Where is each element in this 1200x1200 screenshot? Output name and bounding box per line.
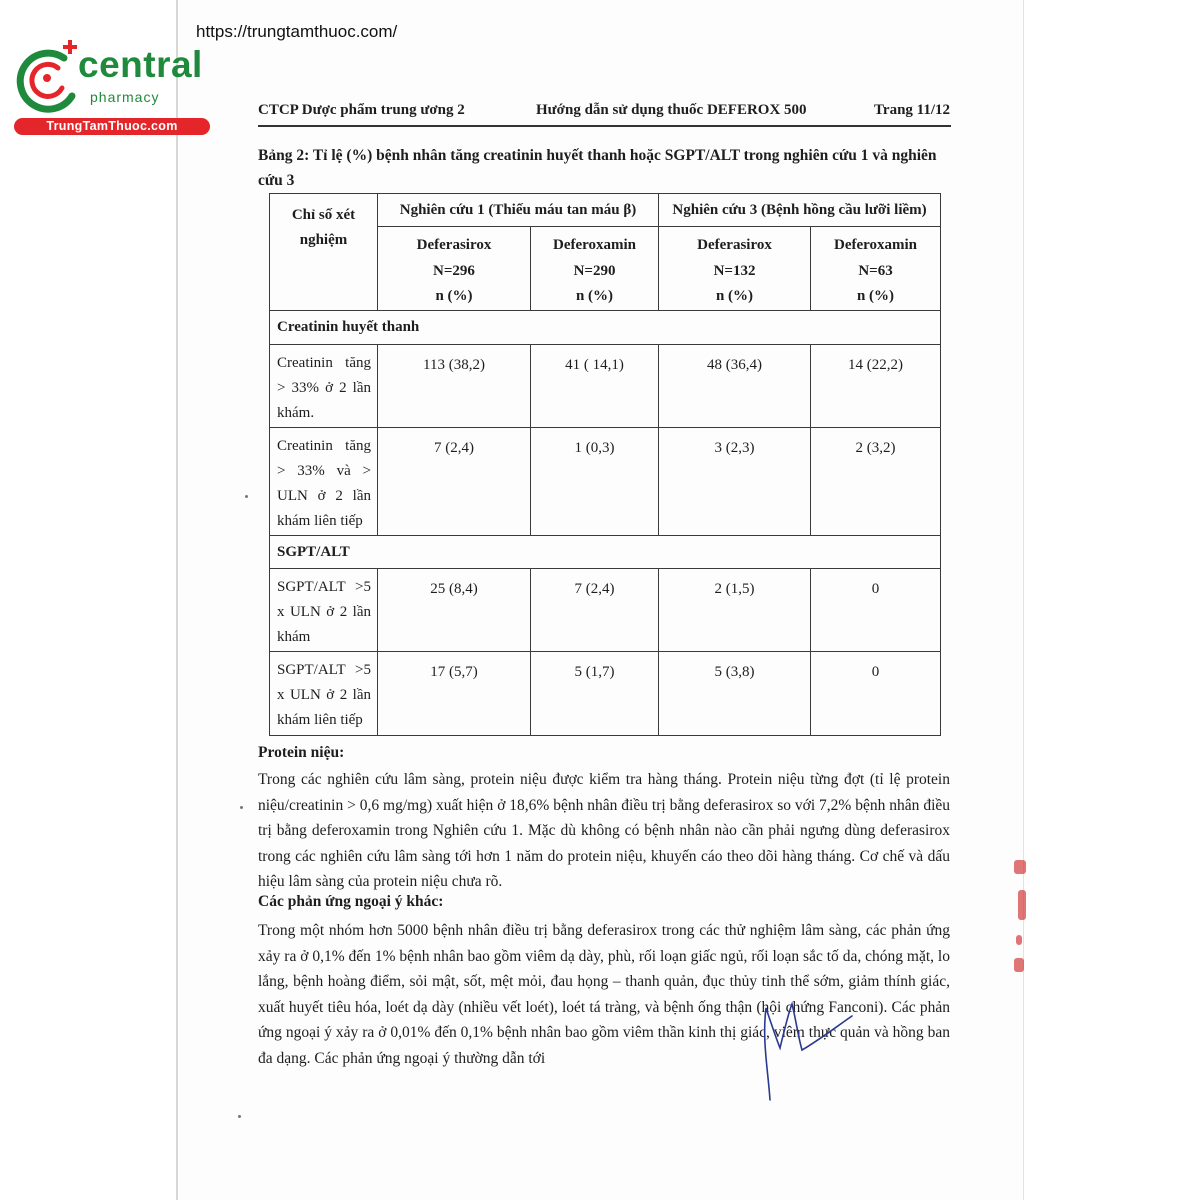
- table-cell: 25 (8,4): [378, 568, 531, 651]
- table-cell: 1 (0,3): [531, 427, 659, 535]
- table-cell: 0: [811, 568, 941, 651]
- index-header-cell: [270, 194, 378, 311]
- section-creatinin: Creatinin huyết thanh: [270, 310, 941, 344]
- column-header: [531, 227, 659, 311]
- table-caption: Bảng 2: Tỉ lệ (%) bệnh nhân tăng creatinin huyết thanh hoặc SGPT/ALT trong nghiên cứu 1 và nghiên cứu 3: [258, 147, 937, 189]
- logo-banner[interactable]: TrungTamThuoc.com: [14, 118, 210, 135]
- table-cell: 3 (2,3): [659, 427, 811, 535]
- column-unit: n (%): [435, 288, 473, 304]
- protein-paragraph: Trong các nghiên cứu lâm sàng, protein niệu được kiểm tra hàng tháng. Protein niệu từng đợt (tỉ lệ protein niệu/creatinin > 0,6 mg/mg) xuất hiện ở 18,6% bệnh nhân điều trị bằng deferasirox so với 7,2% bệnh nhân điều trị bằng deferoxamin trong Nghiên cứu 1. Mặc dù không có bệnh nhân nào cần phải ngưng dùng deferasirox trong các nghiên cứu lâm sàng tới hơn 1 năm do protein niệu, khuyến cáo theo dõi hàng tháng. Cơ chế và dấu hiệu lâm sàng của protein niệu chưa rõ.: [258, 771, 950, 890]
- table-cell: 14 (22,2): [811, 344, 941, 427]
- logo-sub: pharmacy: [90, 89, 160, 105]
- scan-margin-left: [0, 0, 178, 1200]
- table-row: [270, 427, 941, 535]
- row-label: SGPT/ALT >5 x ULN ở 2 lần khám: [270, 568, 378, 651]
- column-n: N=132: [713, 262, 756, 279]
- row-label: SGPT/ALT >5 x ULN ở 2 lần khám liên tiếp: [270, 651, 378, 735]
- column-n: N=296: [433, 262, 475, 279]
- column-drug: Deferasirox: [697, 237, 772, 253]
- column-header: [811, 227, 941, 311]
- column-unit: n (%): [575, 288, 614, 304]
- table-row: [270, 651, 941, 735]
- stamp-mark: [1014, 958, 1024, 972]
- table-cell: 113 (38,2): [378, 344, 531, 427]
- watermark-url[interactable]: https://trungtamthuoc.com/: [196, 22, 398, 41]
- scan-speck: [245, 495, 248, 498]
- index-header: Chỉ số xét nghiệm: [291, 207, 356, 248]
- column-unit: n (%): [856, 288, 895, 304]
- column-unit: n (%): [715, 288, 754, 304]
- protein-heading: Protein niệu:: [258, 744, 345, 761]
- table-row: [270, 344, 941, 427]
- table-cell: 2 (3,2): [811, 427, 941, 535]
- table-cell: 2 (1,5): [659, 568, 811, 651]
- scan-speck: [238, 1115, 241, 1118]
- stamp-mark: [1014, 860, 1026, 874]
- other-reactions-paragraph: Trong một nhóm hơn 5000 bệnh nhân điều trị bằng deferasirox trong các thử nghiệm lâm sàng, các phản ứng xảy ra ở 0,1% đến 1% bệnh nhân bao gồm viêm dạ dày, phù, rối loạn giấc ngủ, rối loạn sắc tố da, chóng mặt, lo lắng, bệnh hoàng điểm, sỏi mật, sốt, mệt mỏi, đau họng – thanh quản, đục thủy tinh thể sớm, giảm thính giác, xuất huyết tiêu hóa, loét dạ dày (nhiều vết loét), loét tá tràng, và bệnh ống thận (hội chứng Fanconi). Các phản ứng ngoại ý xảy ra ở 0,01% đến 0,1% bệnh nhân bao gồm viêm thần kinh thị giác, viêm thực quản và hồng ban đa dạng. Các phản ứng ngoại ý thường dẫn tới: [258, 922, 950, 1067]
- table-cell: 41 ( 14,1): [531, 344, 659, 427]
- scan-margin-right: [1024, 0, 1200, 1200]
- header-divider: [258, 125, 951, 127]
- results-table: [269, 193, 941, 736]
- table-cell: 0: [811, 651, 941, 735]
- scan-speck: [240, 806, 243, 809]
- row-label: Creatinin tăng > 33% và > ULN ở 2 lần khám liên tiếp: [270, 427, 378, 535]
- table-row: [270, 568, 941, 651]
- table-cell: 17 (5,7): [378, 651, 531, 735]
- table-cell: 5 (1,7): [531, 651, 659, 735]
- column-header: [378, 227, 531, 311]
- column-n: N=290: [573, 262, 616, 279]
- header-page-number: Trang 11/12: [874, 102, 950, 118]
- table-cell: 7 (2,4): [531, 568, 659, 651]
- column-drug: Deferasirox: [416, 237, 492, 253]
- table-cell: 48 (36,4): [659, 344, 811, 427]
- column-drug: Deferoxamin: [833, 237, 918, 253]
- stamp-mark: [1016, 935, 1022, 945]
- column-n: N=63: [858, 262, 893, 279]
- section-sgpt: SGPT/ALT: [270, 535, 941, 568]
- column-drug: Deferoxamin: [552, 237, 637, 253]
- header-company: CTCP Dược phẩm trung ương 2: [258, 102, 465, 118]
- signature-icon: [740, 990, 890, 1105]
- logo-name: central: [78, 44, 203, 85]
- study1-header: Nghiên cứu 1 (Thiếu máu tan máu β): [378, 194, 659, 227]
- row-label: Creatinin tăng > 33% ở 2 lần khám.: [270, 344, 378, 427]
- page-header: [258, 102, 950, 124]
- header-doc-title: Hướng dẫn sử dụng thuốc DEFEROX 500: [536, 102, 807, 118]
- column-header: [659, 227, 811, 311]
- table-cell: 5 (3,8): [659, 651, 811, 735]
- table-cell: 7 (2,4): [378, 427, 531, 535]
- other-reactions-heading: Các phản ứng ngoại ý khác:: [258, 893, 444, 910]
- study3-header: Nghiên cứu 3 (Bệnh hồng cầu lưỡi liềm): [659, 194, 941, 227]
- stamp-mark: [1018, 890, 1026, 920]
